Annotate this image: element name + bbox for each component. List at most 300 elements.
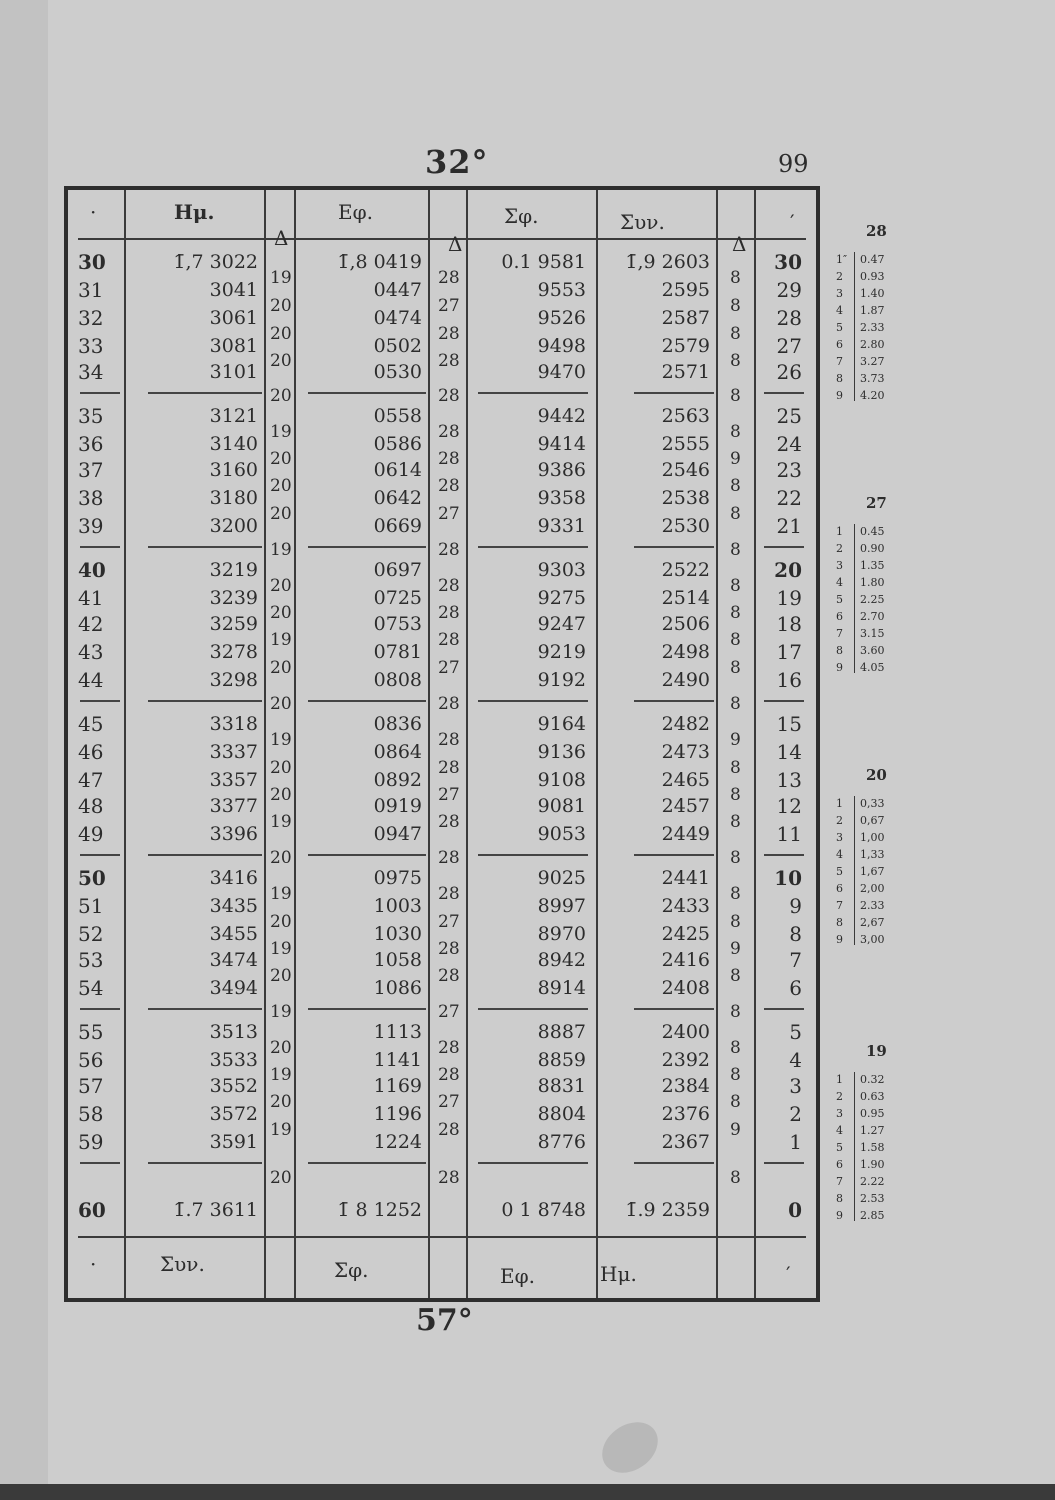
side-table-value: 0,33 — [860, 797, 885, 810]
side-table-digit: 9 — [836, 933, 843, 946]
minute-right-cell: 24 — [776, 432, 802, 456]
cos-cell: 2538 — [661, 487, 710, 509]
side-table-value: 1.40 — [860, 287, 885, 300]
tan-cell: 1113 — [373, 1021, 422, 1043]
group-rule — [80, 546, 120, 548]
group-rule — [478, 700, 588, 702]
minute-right-cell: 26 — [776, 360, 802, 384]
side-table-digit: 7 — [836, 1175, 843, 1188]
minute-cell: 48 — [78, 794, 104, 818]
side-table-digit: 6 — [836, 882, 843, 895]
group-rule — [308, 1162, 426, 1164]
cos-cell: 2482 — [661, 713, 710, 735]
diff-tan-cell: 27 — [438, 658, 460, 678]
side-table-value: 2.53 — [860, 1192, 885, 1205]
diff-sin-cell: 20 — [270, 1038, 292, 1058]
sin-cell: 3318 — [209, 713, 258, 735]
minute-cell: 37 — [78, 458, 104, 482]
cot-cell: 8970 — [537, 923, 586, 945]
side-table-digit: 6 — [836, 338, 843, 351]
diff-cos-cell: 8 — [730, 1065, 741, 1085]
diff-tan-cell: 27 — [438, 785, 460, 805]
header-sin: Ημ. — [174, 200, 215, 224]
diff-sin-cell: 20 — [270, 758, 292, 778]
diff-tan-cell: 28 — [438, 351, 460, 371]
col-divider — [754, 190, 756, 1298]
sin-cell: 3435 — [209, 895, 258, 917]
side-table-digit: 3 — [836, 1107, 843, 1120]
cos-cell: 1̄.9 2359 — [625, 1199, 710, 1221]
cos-cell: 2587 — [661, 307, 710, 329]
diff-cos-cell: 9 — [730, 730, 741, 750]
side-table-digit: 7 — [836, 899, 843, 912]
cos-cell: 2433 — [661, 895, 710, 917]
minute-cell: 47 — [78, 768, 104, 792]
minute-cell: 49 — [78, 822, 104, 846]
side-table — [836, 1072, 926, 1225]
cot-cell: 9303 — [537, 559, 586, 581]
minute-right-cell: 9 — [789, 894, 802, 918]
tan-cell: 1058 — [373, 949, 422, 971]
diff-tan-cell: 28 — [438, 966, 460, 986]
side-table-value: 2.25 — [860, 593, 885, 606]
side-table — [836, 252, 926, 405]
cos-cell: 2465 — [661, 769, 710, 791]
diff-tan-cell: 27 — [438, 1092, 460, 1112]
group-rule — [478, 546, 588, 548]
group-rule — [148, 1162, 262, 1164]
diff-cos-cell: 8 — [730, 504, 741, 524]
side-table-value: 2,67 — [860, 916, 885, 929]
diff-tan-cell: 28 — [438, 758, 460, 778]
minute-cell: 45 — [78, 712, 104, 736]
side-table-value: 1.27 — [860, 1124, 885, 1137]
minute-right-cell: 6 — [789, 976, 802, 1000]
group-rule — [148, 854, 262, 856]
minute-right-cell: 23 — [776, 458, 802, 482]
paper-smudge — [593, 1412, 668, 1483]
sin-cell: 1̄,7 3022 — [173, 251, 258, 273]
tan-cell: 0808 — [373, 669, 422, 691]
diff-tan-cell: 28 — [438, 476, 460, 496]
side-table-digit: 2 — [836, 814, 843, 827]
tan-cell: 0781 — [373, 641, 422, 663]
cos-cell: 2400 — [661, 1021, 710, 1043]
diff-cos-cell: 8 — [730, 966, 741, 986]
sin-cell: 3239 — [209, 587, 258, 609]
group-rule — [80, 1162, 120, 1164]
diff-sin-cell: 20 — [270, 1092, 292, 1112]
group-rule — [308, 392, 426, 394]
diff-cos-cell: 8 — [730, 658, 741, 678]
sin-cell: 3591 — [209, 1131, 258, 1153]
side-table-digit: 1 — [836, 797, 843, 810]
diff-cos-cell: 8 — [730, 1092, 741, 1112]
cos-cell: 2376 — [661, 1103, 710, 1125]
minute-cell: 32 — [78, 306, 104, 330]
side-table-digit: 8 — [836, 1192, 843, 1205]
cos-cell: 2416 — [661, 949, 710, 971]
header-angle-bottom: 57° — [416, 1303, 473, 1338]
tan-cell: 0947 — [373, 823, 422, 845]
cot-cell: 8776 — [537, 1131, 586, 1153]
side-table-value: 4.05 — [860, 661, 885, 674]
side-table-digit: 5 — [836, 321, 843, 334]
footer-minutes: · — [90, 1252, 97, 1276]
cot-cell: 9275 — [537, 587, 586, 609]
diff-cos-cell: 8 — [730, 1002, 741, 1022]
diff-sin-cell: 20 — [270, 449, 292, 469]
diff-sin-cell: 19 — [270, 939, 292, 959]
minute-right-cell: 28 — [776, 306, 802, 330]
tan-cell: 0892 — [373, 769, 422, 791]
cos-cell: 2473 — [661, 741, 710, 763]
diff-tan-cell: 28 — [438, 812, 460, 832]
side-table-digit: 8 — [836, 916, 843, 929]
side-table-value: 0.63 — [860, 1090, 885, 1103]
side-table-digit: 4 — [836, 576, 843, 589]
diff-cos-cell: 8 — [730, 351, 741, 371]
minute-right-cell: 12 — [776, 794, 802, 818]
sin-cell: 3572 — [209, 1103, 258, 1125]
diff-sin-cell: 20 — [270, 324, 292, 344]
side-table-value: 0.32 — [860, 1073, 885, 1086]
minute-right-cell: 8 — [789, 922, 802, 946]
minute-cell: 44 — [78, 668, 104, 692]
tan-cell: 0836 — [373, 713, 422, 735]
diff-cos-cell: 8 — [730, 758, 741, 778]
minute-cell: 57 — [78, 1074, 104, 1098]
side-table — [836, 524, 926, 677]
diff-tan-cell: 28 — [438, 939, 460, 959]
sin-cell: 3081 — [209, 335, 258, 357]
group-rule — [80, 392, 120, 394]
tan-cell: 1̄,8 0419 — [337, 251, 422, 273]
group-rule — [764, 546, 804, 548]
footer-cos: Συν. — [160, 1252, 205, 1276]
diff-cos-cell: 8 — [730, 268, 741, 288]
cot-cell: 9414 — [537, 433, 586, 455]
cot-cell: 9164 — [537, 713, 586, 735]
minute-cell: 53 — [78, 948, 104, 972]
cos-cell: 2571 — [661, 361, 710, 383]
side-table-value: 0.45 — [860, 525, 885, 538]
cot-cell: 9247 — [537, 613, 586, 635]
side-table-rule — [854, 524, 855, 673]
minute-cell: 46 — [78, 740, 104, 764]
side-table-value: 2.33 — [860, 899, 885, 912]
cot-cell: 9331 — [537, 515, 586, 537]
diff-sin-cell: 20 — [270, 351, 292, 371]
side-table-value: 1.35 — [860, 559, 885, 572]
side-table-value: 0.95 — [860, 1107, 885, 1120]
side-table-value: 3.15 — [860, 627, 885, 640]
diff-cos-cell: 8 — [730, 422, 741, 442]
minute-cell: 59 — [78, 1130, 104, 1154]
group-rule — [764, 392, 804, 394]
cos-cell: 2555 — [661, 433, 710, 455]
minute-cell: 54 — [78, 976, 104, 1000]
minute-right-cell: 18 — [776, 612, 802, 636]
side-table-value: 0,67 — [860, 814, 885, 827]
sin-cell: 3259 — [209, 613, 258, 635]
side-table-value: 4.20 — [860, 389, 885, 402]
group-rule — [148, 700, 262, 702]
diff-cos-cell: 8 — [730, 630, 741, 650]
tan-cell: 0530 — [373, 361, 422, 383]
side-table-digit: 2 — [836, 1090, 843, 1103]
footer-tan: Εφ. — [500, 1264, 535, 1288]
side-table-value: 3.73 — [860, 372, 885, 385]
diff-tan-cell: 28 — [438, 884, 460, 904]
tan-cell: 0975 — [373, 867, 422, 889]
sin-cell: 3200 — [209, 515, 258, 537]
group-rule — [634, 392, 714, 394]
group-rule — [308, 700, 426, 702]
cot-cell: 9358 — [537, 487, 586, 509]
cos-cell: 2546 — [661, 459, 710, 481]
diff-cos-cell: 8 — [730, 884, 741, 904]
minute-cell: 41 — [78, 586, 104, 610]
tan-cell: 0864 — [373, 741, 422, 763]
cot-cell: 9386 — [537, 459, 586, 481]
cos-cell: 2449 — [661, 823, 710, 845]
sin-cell: 3357 — [209, 769, 258, 791]
cos-cell: 2522 — [661, 559, 710, 581]
minute-cell: 50 — [78, 866, 106, 890]
side-table-value: 0.90 — [860, 542, 885, 555]
cos-cell: 2490 — [661, 669, 710, 691]
group-rule — [764, 1162, 804, 1164]
side-table-value: 3.27 — [860, 355, 885, 368]
diff-sin-cell: 20 — [270, 576, 292, 596]
group-rule — [478, 1008, 588, 1010]
cos-cell: 2441 — [661, 867, 710, 889]
cos-cell: 2384 — [661, 1075, 710, 1097]
diff-sin-cell: 20 — [270, 504, 292, 524]
header-minutes: · — [90, 200, 97, 224]
sin-cell: 3219 — [209, 559, 258, 581]
diff-sin-cell: 20 — [270, 785, 292, 805]
diff-sin-cell: 19 — [270, 630, 292, 650]
side-table-digit: 9 — [836, 389, 843, 402]
diff-sin-cell: 20 — [270, 1168, 292, 1188]
side-table-digit: 3 — [836, 831, 843, 844]
minute-cell: 60 — [78, 1198, 106, 1222]
minute-cell: 58 — [78, 1102, 104, 1126]
cot-cell: 9025 — [537, 867, 586, 889]
side-table-title: 27 — [866, 494, 887, 512]
side-table-digit: 6 — [836, 1158, 843, 1171]
cos-cell: 2506 — [661, 613, 710, 635]
diff-sin-cell: 19 — [270, 540, 292, 560]
diff-sin-cell: 20 — [270, 912, 292, 932]
side-table-digit: 1″ — [836, 253, 848, 266]
sin-cell: 3494 — [209, 977, 258, 999]
tan-cell: 1̄ 8 1252 — [337, 1199, 422, 1221]
diff-tan-cell: 28 — [438, 848, 460, 868]
diff-cos-cell: 8 — [730, 1168, 741, 1188]
cos-cell: 2392 — [661, 1049, 710, 1071]
side-table-rule — [854, 252, 855, 401]
diff-cos-cell: 8 — [730, 812, 741, 832]
sin-cell: 3041 — [209, 279, 258, 301]
cot-cell: 8859 — [537, 1049, 586, 1071]
diff-sin-cell: 20 — [270, 296, 292, 316]
group-rule — [764, 854, 804, 856]
diff-sin-cell: 20 — [270, 966, 292, 986]
minute-right-cell: 7 — [789, 948, 802, 972]
diff-tan-cell: 28 — [438, 1168, 460, 1188]
cos-cell: 2457 — [661, 795, 710, 817]
sin-cell: 3298 — [209, 669, 258, 691]
minute-cell: 56 — [78, 1048, 104, 1072]
side-table-digit: 8 — [836, 644, 843, 657]
sin-cell: 3140 — [209, 433, 258, 455]
minute-right-cell: 2 — [789, 1102, 802, 1126]
diff-sin-cell: 20 — [270, 603, 292, 623]
diff-sin-cell: 20 — [270, 476, 292, 496]
side-table-value: 1,67 — [860, 865, 885, 878]
header-delta-1: Δ — [274, 226, 289, 250]
col-divider — [124, 190, 126, 1298]
side-table-value: 1.58 — [860, 1141, 885, 1154]
side-table-digit: 2 — [836, 542, 843, 555]
minute-cell: 51 — [78, 894, 104, 918]
side-table-digit: 4 — [836, 304, 843, 317]
minute-cell: 39 — [78, 514, 104, 538]
diff-tan-cell: 27 — [438, 912, 460, 932]
cos-cell: 2408 — [661, 977, 710, 999]
tan-cell: 0502 — [373, 335, 422, 357]
log-trig-table — [64, 186, 820, 1302]
side-table-digit: 5 — [836, 593, 843, 606]
diff-tan-cell: 27 — [438, 504, 460, 524]
side-table-digit: 6 — [836, 610, 843, 623]
cot-cell: 9526 — [537, 307, 586, 329]
cos-cell: 1̄,9 2603 — [625, 251, 710, 273]
side-table-value: 1.80 — [860, 576, 885, 589]
minute-right-cell: 22 — [776, 486, 802, 510]
tan-cell: 1224 — [373, 1131, 422, 1153]
header-delta-2: Δ — [448, 232, 463, 256]
diff-tan-cell: 28 — [438, 540, 460, 560]
group-rule — [308, 546, 426, 548]
tan-cell: 0447 — [373, 279, 422, 301]
diff-tan-cell: 28 — [438, 730, 460, 750]
tan-cell: 1169 — [373, 1075, 422, 1097]
side-table-digit: 9 — [836, 661, 843, 674]
diff-tan-cell: 28 — [438, 630, 460, 650]
cot-cell: 0.1 9581 — [501, 251, 586, 273]
minute-right-cell: 29 — [776, 278, 802, 302]
sin-cell: 3416 — [209, 867, 258, 889]
sin-cell: 3061 — [209, 307, 258, 329]
minute-cell: 30 — [78, 250, 106, 274]
minute-right-cell: 27 — [776, 334, 802, 358]
sin-cell: 3101 — [209, 361, 258, 383]
group-rule — [308, 1008, 426, 1010]
diff-tan-cell: 28 — [438, 324, 460, 344]
side-table-value: 0.93 — [860, 270, 885, 283]
minute-cell: 52 — [78, 922, 104, 946]
group-rule — [478, 1162, 588, 1164]
minute-cell: 40 — [78, 558, 106, 582]
group-rule — [478, 392, 588, 394]
diff-sin-cell: 19 — [270, 268, 292, 288]
group-rule — [478, 854, 588, 856]
group-rule — [80, 1008, 120, 1010]
diff-cos-cell: 8 — [730, 576, 741, 596]
minute-right-cell: 4 — [789, 1048, 802, 1072]
side-table-digit: 9 — [836, 1209, 843, 1222]
group-rule — [80, 854, 120, 856]
minute-cell: 55 — [78, 1020, 104, 1044]
sin-cell: 3455 — [209, 923, 258, 945]
sin-cell: 3121 — [209, 405, 258, 427]
side-table-digit: 1 — [836, 525, 843, 538]
footer-minutes-right: ′ — [786, 1262, 791, 1286]
tan-cell: 1141 — [373, 1049, 422, 1071]
diff-cos-cell: 8 — [730, 324, 741, 344]
side-table-value: 0.47 — [860, 253, 885, 266]
cot-cell: 9053 — [537, 823, 586, 845]
cot-cell: 9553 — [537, 279, 586, 301]
cot-cell: 9219 — [537, 641, 586, 663]
tan-cell: 0753 — [373, 613, 422, 635]
diff-sin-cell: 20 — [270, 658, 292, 678]
tan-cell: 0474 — [373, 307, 422, 329]
sin-cell: 3474 — [209, 949, 258, 971]
cot-cell: 9442 — [537, 405, 586, 427]
cos-cell: 2514 — [661, 587, 710, 609]
cos-cell: 2367 — [661, 1131, 710, 1153]
diff-tan-cell: 27 — [438, 1002, 460, 1022]
group-rule — [634, 546, 714, 548]
cos-cell: 2563 — [661, 405, 710, 427]
diff-tan-cell: 28 — [438, 1038, 460, 1058]
minute-right-cell: 0 — [788, 1198, 802, 1222]
minute-cell: 31 — [78, 278, 104, 302]
minute-right-cell: 14 — [776, 740, 802, 764]
diff-cos-cell: 8 — [730, 476, 741, 496]
side-table-value: 1,00 — [860, 831, 885, 844]
group-rule — [148, 546, 262, 548]
side-table-rule — [854, 796, 855, 945]
sin-cell: 3337 — [209, 741, 258, 763]
minute-cell: 36 — [78, 432, 104, 456]
side-table-value: 2.80 — [860, 338, 885, 351]
minute-cell: 35 — [78, 404, 104, 428]
side-table-value: 2.33 — [860, 321, 885, 334]
sin-cell: 3278 — [209, 641, 258, 663]
cos-cell: 2595 — [661, 279, 710, 301]
group-rule — [308, 854, 426, 856]
group-rule — [634, 854, 714, 856]
header-rule — [78, 238, 806, 240]
cot-cell: 9136 — [537, 741, 586, 763]
side-table-value: 2.22 — [860, 1175, 885, 1188]
diff-tan-cell: 28 — [438, 603, 460, 623]
tan-cell: 1086 — [373, 977, 422, 999]
tan-cell: 1003 — [373, 895, 422, 917]
tan-cell: 0919 — [373, 795, 422, 817]
sin-cell: 3377 — [209, 795, 258, 817]
diff-cos-cell: 9 — [730, 449, 741, 469]
col-divider — [428, 190, 430, 1298]
side-table-value: 3,00 — [860, 933, 885, 946]
side-table-value: 2.85 — [860, 1209, 885, 1222]
